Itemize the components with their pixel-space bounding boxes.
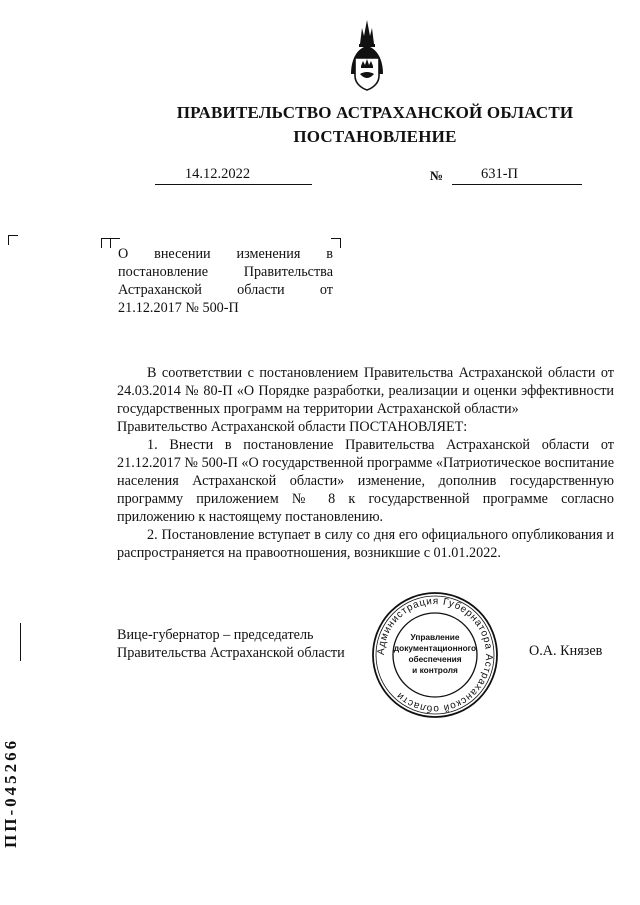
signatory-position-line1: Вице-губернатор – председатель bbox=[117, 627, 314, 643]
signatory-position-line2: Правительства Астраханской области bbox=[117, 645, 345, 661]
document-type: ПОСТАНОВЛЕНИЕ bbox=[293, 127, 457, 146]
coat-of-arms-emblem bbox=[344, 14, 390, 92]
stamp-ring-text: Администрация Губернатора Астраханской области bbox=[375, 595, 495, 715]
document-body bbox=[117, 364, 614, 562]
document-subject: О внесении изменения в постановление Правительства Астраханской области от 21.12.2017 № 500-П bbox=[118, 246, 333, 316]
corner-mark-left bbox=[8, 235, 18, 245]
stamp-center-line-4: и контроля bbox=[412, 665, 458, 675]
signatory-name: О.А. Князев bbox=[529, 643, 603, 659]
decree-paragraph: Правительство Астраханской области ПОСТАНОВЛЯЕТ: bbox=[117, 419, 468, 435]
stamp-center-line-1: Управление bbox=[410, 632, 460, 642]
document-date: 14.12.2022 bbox=[184, 166, 251, 182]
item-2-paragraph: 2. Постановление вступает в силу со дня его официального опубликования и распространяется на правоотношения, возникшие с 01.01.2022. bbox=[117, 527, 614, 561]
serial-number: ПП-045266 bbox=[1, 737, 20, 849]
government-title: ПРАВИТЕЛЬСТВО АСТРАХАНСКОЙ ОБЛАСТИ bbox=[176, 103, 574, 122]
margin-mark bbox=[20, 623, 21, 661]
official-stamp bbox=[370, 590, 500, 720]
stamp-center-line-2: документационного bbox=[393, 643, 477, 653]
stamp-center-line-3: обеспечения bbox=[408, 654, 462, 664]
item-1-paragraph: 1. Внести в постановление Правительства Астраханской области от 21.12.2017 № 500-П «О государственной программе «Патриотическое воспитание населения Астраханской области» изменение, дополнив государственную программу приложением № 8 к государственной программе согласно приложению к настоящему постановлению. bbox=[117, 437, 614, 525]
document-number: 631-П bbox=[480, 166, 519, 182]
preamble-paragraph: В соответствии с постановлением Правительства Астраханской области от 24.03.2014 № 80-П «О Порядке разработки, реализации и оценки эффективности государственных программ на территории Астраханской области» bbox=[117, 365, 614, 417]
number-sign: № bbox=[430, 168, 444, 183]
